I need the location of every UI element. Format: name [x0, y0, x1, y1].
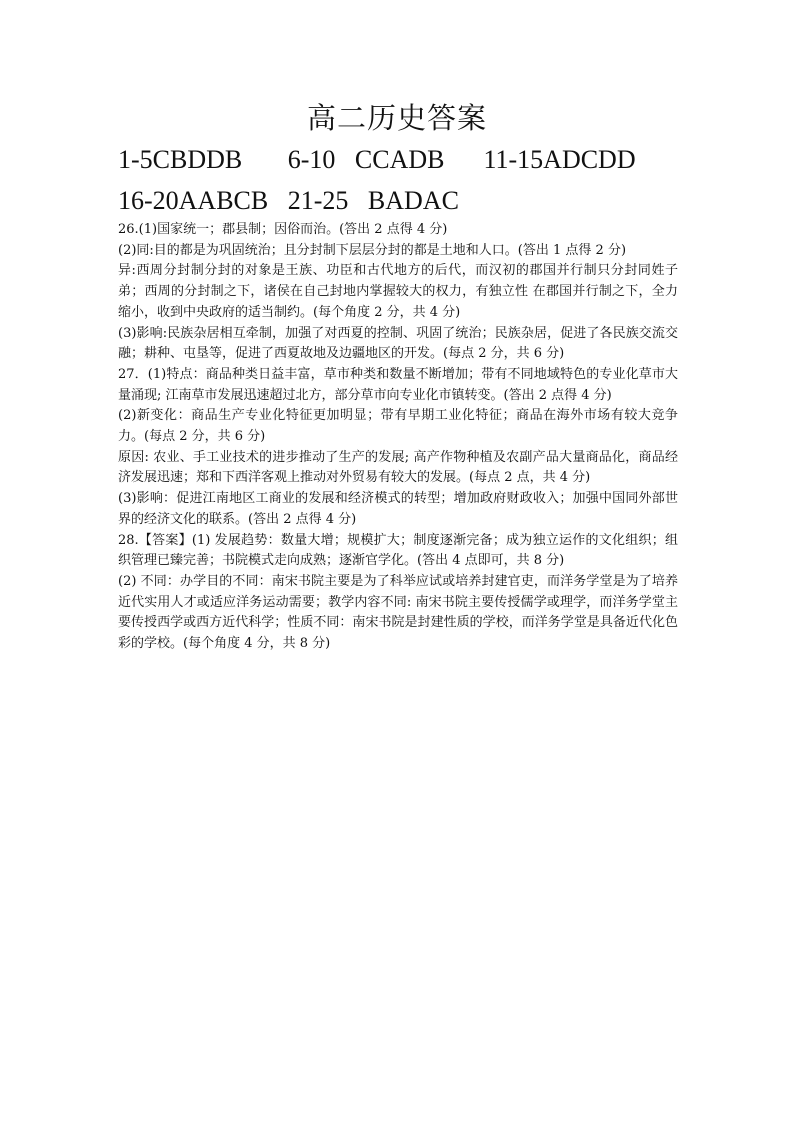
choice-answers-row-2: 16-20AABCB 21-25 BADAC [118, 186, 459, 215]
answer-26-3: (3)影响:民族杂居相互牵制，加强了对西夏的控制、巩固了统治；民族杂居，促进了各民族交流交融；耕种、屯垦等，促进了西夏故地及边疆地区的开发。(每点 2 分，共 6 分) [118, 325, 678, 362]
answer-28-1: 28.【答案】(1) 发展趋势：数量大增；规模扩大；制度逐渐完备；成为独立运作的文化组织；组织管理已臻完善；书院模式走向成熟；逐渐官学化。(答出 4 点即可，共 8 分) [118, 532, 678, 569]
answer-27-2: (2)新变化：商品生产专业化特征更加明显；带有早期工业化特征；商品在海外市场有较大竞争力。(每点 2 分，共 6 分) [118, 408, 678, 445]
answer-26-1: 26.(1)国家统一；郡县制；因俗而治。(答出 2 点得 4 分) [118, 222, 448, 237]
answer-27-3: (3)影响：促进江南地区工商业的发展和经济模式的转型；增加政府财政收入；加强中国同外部世界的经济文化的联系。(答出 2 点得 4 分) [118, 491, 678, 527]
choice-answers-row-1: 1-5CBDDB 6-10 CCADB 11-15ADCDD [118, 145, 636, 174]
answer-27-1: 27．(1)特点：商品种类日益丰富，草市种类和数量不断增加；带有不同地域特色的专业化草市大量涌现; 江南草市发展迅速超过北方，部分草市向专业化市镇转变。(答出 2 点得 4 分) [118, 366, 678, 403]
answer-27-2-reason: 原因: 农业、手工业技术的进步推动了生产的发展; 高产作物种植及农副产品大量商品化，商品经济发展迅速；郑和下西洋客观上推动对外贸易有较大的发展。(每点 2 点，共 4 分) [118, 449, 678, 486]
answer-body [118, 220, 678, 655]
answer-28-2: (2) 不同：办学目的不同：南宋书院主要是为了科举应试或培养封建官吏，而洋务学堂是为了培养近代实用人才或适应洋务运动需要；教学内容不同: 南宋书院主要传授儒学或理学，而洋务学堂主要传授西学或西方近代科学；性质不同：南宋书院是封建性质的学校，而洋务学堂是具备近代化色彩的学校。(每个角度 4 分，共 8 分) [118, 573, 678, 652]
answer-26-2-diff: 异:西周分封制分封的对象是王族、功臣和古代地方的后代，而汉初的郡国并行制只分封同姓子弟；西周的分封制之下，诸侯在自己封地内掌握较大的权力，有独立性 在郡国并行制之下，全力缩小，收到中央政府的适当制约。(每个角度 2 分，共 4 分) [118, 263, 678, 320]
answer-26-2-same: (2)同:目的都是为巩固统治；且分封制下层层分封的都是土地和人口。(答出 1 点得 2 分) [118, 242, 627, 258]
page-title: 高二历史答案 [306, 101, 487, 135]
